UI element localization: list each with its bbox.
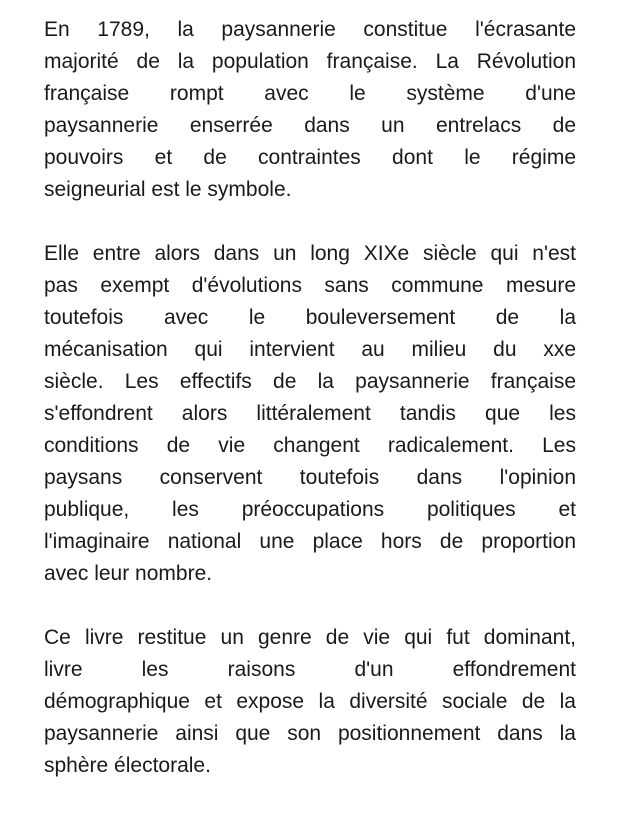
text-line: seigneurial est le symbole. [44,178,292,201]
text-line: française rompt avec le système d'une [44,82,576,105]
text-line: pouvoirs et de contraintes dont le régime [44,146,576,169]
text-line: Ce livre restitue un genre de vie qui fut dominant, [44,626,576,649]
text-line: pas exempt d'évolutions sans commune mesure [44,274,576,297]
text-line: sphère électorale. [44,754,211,777]
text-line: majorité de la population française. La Révolution [44,50,576,73]
text-line: s'effondrent alors littéralement tandis que les [44,402,576,425]
text-line: Elle entre alors dans un long XIXe siècle qui n'est [44,242,576,265]
text-line: mécanisation qui intervient au milieu du xxe [44,338,576,361]
text-line: paysannerie enserrée dans un entrelacs de [44,114,576,137]
text-line: livre les raisons d'un effondrement [44,658,576,681]
paragraph-1 [44,14,576,206]
text-line: conditions de vie changent radicalement. Les [44,434,576,457]
text-line: publique, les préoccupations politiques et [44,498,576,521]
text-line: toutefois avec le bouleversement de la [44,306,576,329]
text-line: En 1789, la paysannerie constitue l'écrasante [44,18,576,41]
text-line: l'imaginaire national une place hors de proportion [44,530,576,553]
text-line: avec leur nombre. [44,562,213,585]
text-line: paysans conservent toutefois dans l'opinion [44,466,576,489]
text-line: siècle. Les effectifs de la paysannerie française [44,370,576,393]
text-line: paysannerie ainsi que son positionnement dans la [44,722,576,745]
text-line: démographique et expose la diversité sociale de la [44,690,576,713]
paragraph-3 [44,622,576,782]
paragraph-2 [44,238,576,590]
